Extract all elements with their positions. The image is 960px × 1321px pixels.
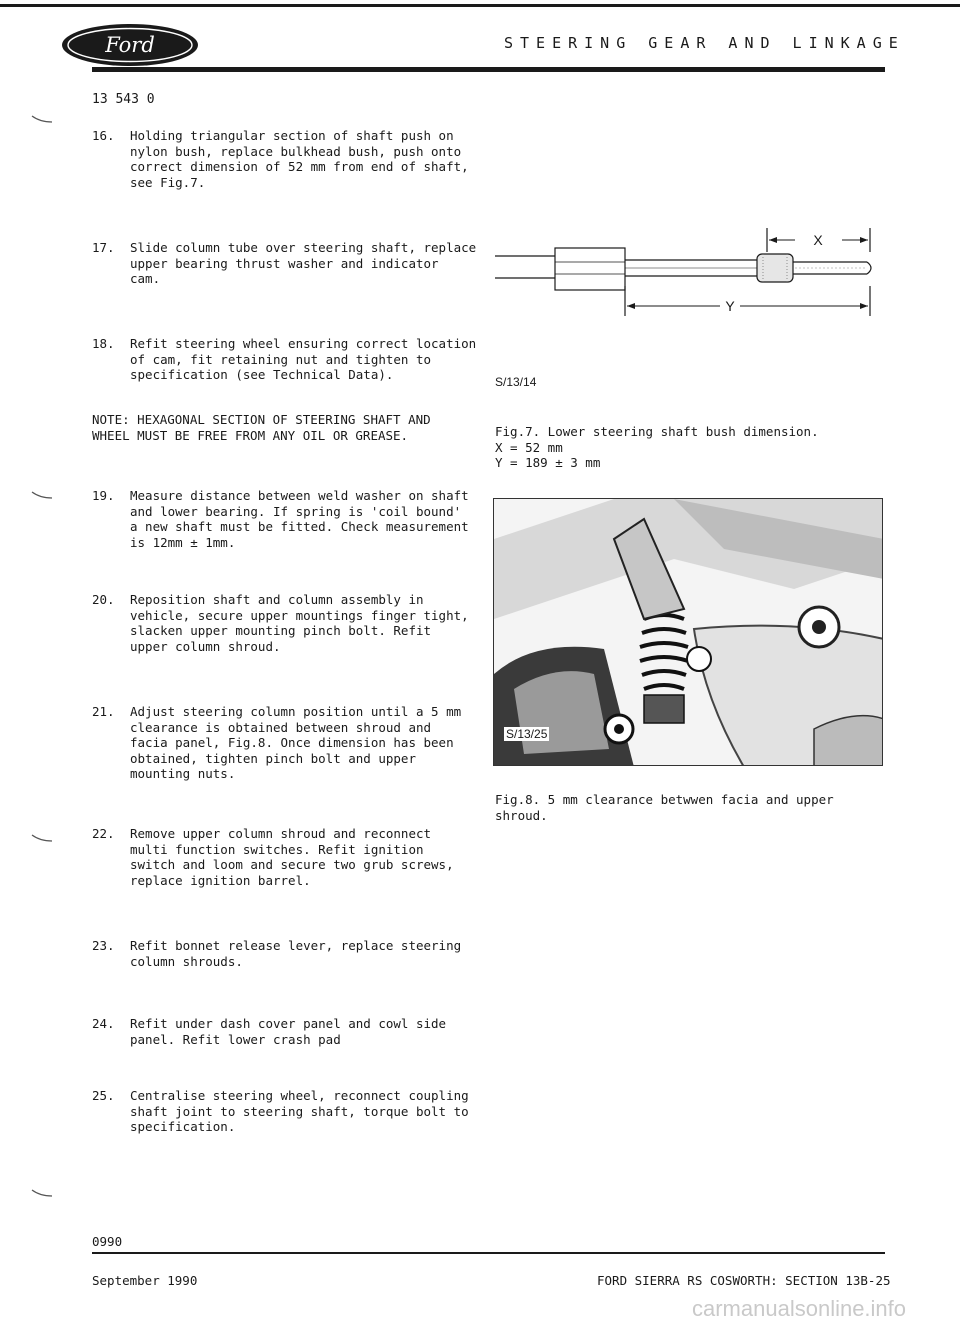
note-hexagonal-section: NOTE: HEXAGONAL SECTION OF STEERING SHAFT AND WHEEL MUST BE FREE FROM ANY OIL OR GREASE. (92, 412, 431, 443)
step-text: Reposition shaft and column assembly in vehicle, secure upper mountings finger tight, slacken upper mounting pinch bolt. Refit upper column shroud. (130, 592, 469, 654)
step-number: 17. (92, 240, 115, 255)
step-17 (92, 240, 492, 287)
step-text: Remove upper column shroud and reconnect multi function switches. Refit ignition switch and loom and secure two grub screws, replace ignition barrel. (130, 826, 454, 888)
footer-code: 0990 (92, 1234, 123, 1249)
fig7-reference: S/13/14 (495, 375, 537, 389)
step-number: 21. (92, 704, 115, 719)
fig8-caption: Fig.8. 5 mm clearance betwwen facia and upper shroud. (495, 792, 834, 823)
step-number: 25. (92, 1088, 115, 1103)
step-24 (92, 1016, 492, 1047)
step-text: Refit steering wheel ensuring correct location of cam, fit retaining nut and tighten to specification (see Technical Data). (130, 336, 477, 382)
footer-section: FORD SIERRA RS COSWORTH: SECTION 13B-25 (597, 1273, 891, 1288)
fig8-reference: S/13/25 (506, 727, 548, 741)
top-border-line (0, 4, 960, 7)
step-number: 20. (92, 592, 115, 607)
footer-date: September 1990 (92, 1273, 198, 1288)
footer-rule (92, 1252, 885, 1254)
step-text: Measure distance between weld washer on shaft and lower bearing. If spring is 'coil bound' a new shaft must be fitted. Check measurement is 12mm ± 1mm. (130, 488, 469, 550)
step-23 (92, 938, 492, 969)
step-number: 24. (92, 1016, 115, 1031)
document-number: 13 543 0 (92, 92, 155, 107)
step-25 (92, 1088, 492, 1135)
step-number: 22. (92, 826, 115, 841)
fig7-caption: Fig.7. Lower steering shaft bush dimension. X = 52 mm Y = 189 ± 3 mm (495, 424, 819, 470)
fig7-shaft-diagram (495, 226, 885, 356)
margin-marks (30, 110, 70, 1220)
step-number: 16. (92, 128, 115, 143)
step-text: Centralise steering wheel, reconnect coupling shaft joint to steering shaft, torque bolt to specification. (130, 1088, 469, 1134)
dimension-label-y: Y (725, 298, 735, 314)
logo-wordmark: Ford (105, 33, 155, 57)
watermark: carmanualsonline.info (692, 1296, 907, 1321)
step-text: Adjust steering column position until a 5 mm clearance is obtained between shroud and facia panel, Fig.8. Once dimension has been obtained, tighten pinch bolt and upper mounting nuts. (130, 704, 462, 781)
step-22 (92, 826, 492, 888)
page-title: STEERING GEAR AND LINKAGE (504, 34, 905, 52)
steering-column-photo-icon (494, 499, 883, 766)
step-19 (92, 488, 492, 550)
step-text: Refit bonnet release lever, replace steering column shrouds. (130, 938, 462, 969)
dimension-label-x: X (813, 232, 823, 248)
step-21 (92, 704, 492, 782)
step-number: 23. (92, 938, 115, 953)
step-number: 19. (92, 488, 115, 503)
step-number: 18. (92, 336, 115, 351)
fig8-photo (493, 498, 883, 766)
step-text: Refit under dash cover panel and cowl side panel. Refit lower crash pad (130, 1016, 447, 1047)
step-16 (92, 128, 492, 190)
ford-logo (60, 22, 200, 68)
step-text: Holding triangular section of shaft push on nylon bush, replace bulkhead bush, push onto correct dimension of 52 mm from end of shaft, see Fig.7. (130, 128, 469, 190)
step-text: Slide column tube over steering shaft, replace upper bearing thrust washer and indicator cam. (130, 240, 477, 286)
step-18 (92, 336, 492, 383)
header-rule (92, 67, 885, 72)
step-20 (92, 592, 492, 654)
